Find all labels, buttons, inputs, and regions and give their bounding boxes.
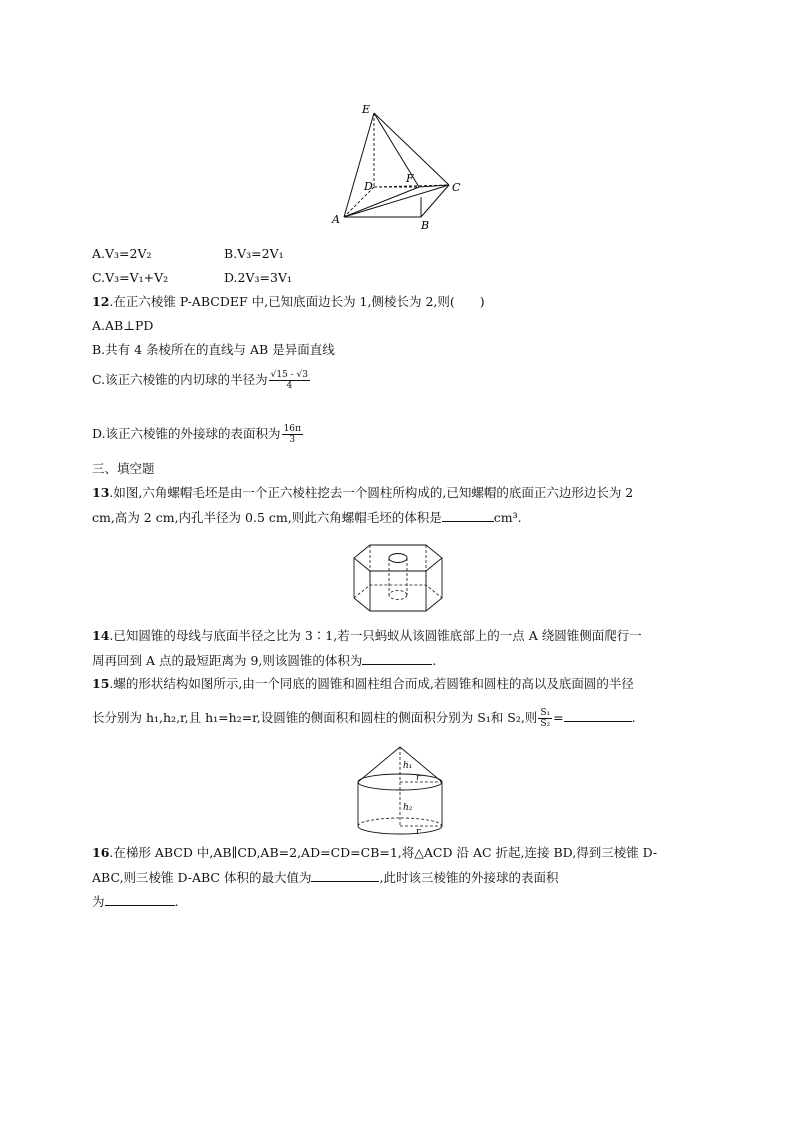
q12-d-numerator: 16π bbox=[283, 424, 301, 434]
q12-option-a: A.AB⊥PD bbox=[92, 318, 154, 333]
q14-text1: .已知圆锥的母线与底面半径之比为 3∶1,若一只蚂蚁从该圆锥底部上的一点 A 绕圆锥侧面爬行一 bbox=[109, 628, 642, 643]
q15-line2 bbox=[92, 708, 636, 729]
q12-option-c-fraction bbox=[269, 370, 310, 391]
q14-line2 bbox=[92, 652, 436, 669]
q13-number: 13 bbox=[92, 485, 110, 500]
q15-text1: .螺的形状结构如图所示,由一个同底的圆锥和圆柱组合而成,若圆锥和圆柱的高以及底面圆的半径 bbox=[109, 676, 634, 691]
q12-option-b: B.共有 4 条棱所在的直线与 AB 是异面直线 bbox=[92, 342, 335, 357]
q11-options-row2 bbox=[92, 270, 292, 286]
q11-option-d: D.2V₃=3V₁ bbox=[223, 270, 292, 285]
q16-answer-blank-2[interactable] bbox=[105, 893, 175, 906]
q16-end: . bbox=[174, 894, 179, 909]
q11-option-a: A.V₃=2V₂ bbox=[92, 246, 152, 261]
label-e: E bbox=[362, 103, 371, 116]
q12-stem bbox=[92, 294, 485, 310]
q15-number: 15 bbox=[92, 676, 110, 691]
q16-text2: ABC,则三棱锥 D-ABC 体积的最大值为 bbox=[92, 870, 312, 885]
q13-text2: cm,高为 2 cm,内孔半径为 0.5 cm,则此六角螺帽毛坯的体积是 bbox=[92, 510, 442, 525]
q13-line1 bbox=[92, 485, 633, 501]
q11-options-row1 bbox=[92, 246, 284, 262]
q13-unit: cm³. bbox=[493, 510, 522, 525]
q13-line2 bbox=[92, 509, 522, 526]
q16-text1: .在梯形 ABCD 中,AB∥CD,AB=2,AD=CD=CB=1,将△ACD 沿 AC 折起,连接 BD,得到三棱锥 D- bbox=[109, 845, 658, 860]
q13-answer-blank[interactable] bbox=[442, 509, 494, 522]
q15-fraction bbox=[538, 708, 552, 729]
q15-line1 bbox=[92, 676, 634, 692]
label-h1: h₁ bbox=[403, 761, 413, 771]
q15-denominator: S₂ bbox=[540, 719, 551, 729]
q14-end: . bbox=[432, 653, 437, 668]
q12-d-denominator: 3 bbox=[289, 435, 296, 445]
q15-equals: = bbox=[553, 710, 564, 725]
q12-option-d-fraction bbox=[282, 424, 303, 445]
q12-text: .在正六棱锥 P-ABCDEF 中,已知底面边长为 1,侧棱长为 2,则( ) bbox=[109, 294, 485, 309]
q12-option-c-text: C.该正六棱锥的内切球的半径为 bbox=[92, 372, 268, 387]
q14-answer-blank[interactable] bbox=[362, 652, 432, 665]
label-r-bottom: r bbox=[416, 827, 421, 837]
q15-answer-blank[interactable] bbox=[564, 709, 632, 722]
q12-option-c bbox=[92, 370, 311, 391]
q12-c-denominator: 4 bbox=[286, 381, 293, 391]
q16-line2 bbox=[92, 869, 558, 886]
label-d: D bbox=[364, 180, 373, 193]
q11-option-b: B.V₃=2V₁ bbox=[223, 246, 284, 261]
q15-end: . bbox=[631, 710, 636, 725]
q16-line3 bbox=[92, 893, 179, 910]
label-h2: h₂ bbox=[403, 803, 413, 813]
q16-text3: ,此时该三棱锥的外接球的表面积 bbox=[379, 870, 559, 885]
q16-number: 16 bbox=[92, 845, 110, 860]
q11-option-c: C.V₃=V₁+V₂ bbox=[92, 270, 169, 285]
q15-text2: 长分别为 h₁,h₂,r,且 h₁=h₂=r,设圆锥的侧面积和圆柱的侧面积分别为 S₁和 S₂,则 bbox=[92, 710, 538, 725]
label-b: B bbox=[421, 219, 430, 232]
label-c: C bbox=[452, 181, 461, 194]
q14-text2: 周再回到 A 点的最短距离为 9,则该圆锥的体积为 bbox=[92, 653, 363, 668]
q16-line1 bbox=[92, 845, 657, 861]
cone-cylinder-figure bbox=[354, 744, 446, 842]
section-title: 三、填空题 bbox=[92, 461, 155, 476]
q12-option-d bbox=[92, 424, 304, 445]
label-a: A bbox=[332, 213, 340, 226]
q14-number: 14 bbox=[92, 628, 110, 643]
hex-nut-figure bbox=[350, 540, 448, 616]
q12-c-numerator: √15 - √3 bbox=[270, 370, 309, 380]
pyramid-figure bbox=[326, 100, 476, 235]
label-f: F bbox=[406, 172, 414, 185]
q15-numerator: S₁ bbox=[540, 708, 551, 718]
q12-number: 12 bbox=[92, 294, 110, 309]
label-r-top: r bbox=[416, 773, 421, 783]
q13-text1: .如图,六角螺帽毛坯是由一个正六棱柱挖去一个圆柱所构成的,已知螺帽的底面正六边形边长为 2 bbox=[109, 485, 634, 500]
q16-text4: 为 bbox=[92, 894, 105, 909]
q14-line1 bbox=[92, 628, 642, 644]
q12-option-d-text: D.该正六棱锥的外接球的表面积为 bbox=[92, 426, 281, 441]
q16-answer-blank-1[interactable] bbox=[311, 869, 379, 882]
